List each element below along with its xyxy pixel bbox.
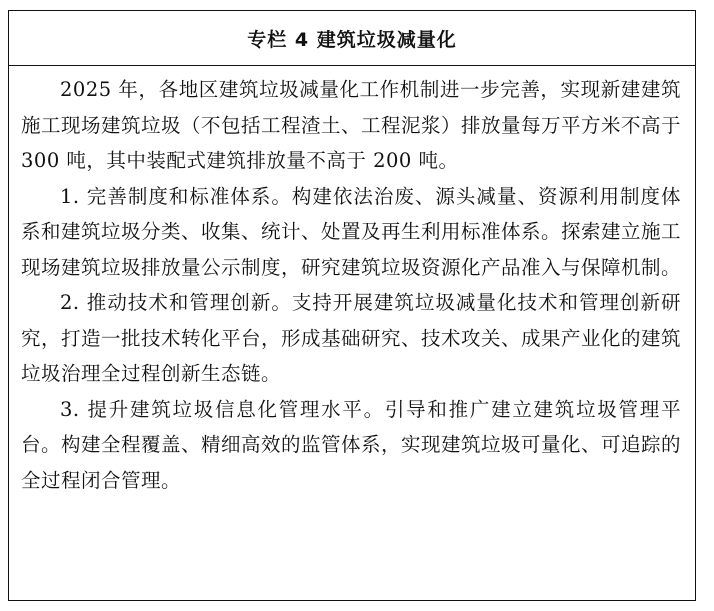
column-box [8,10,696,601]
box-title: 专栏 4 建筑垃圾减量化 [9,11,695,66]
paragraph-goal: 2025 年，各地区建筑垃圾减量化工作机制进一步完善，实现新建建筑施工现场建筑垃圾（不包括工程渣土、工程泥浆）排放量每万平方米不高于 300 吨，其中装配式建筑排放量不高于 200 吨。 [21,78,682,172]
paragraph-item-2: 2. 推动技术和管理创新。支持开展建筑垃圾减量化技术和管理创新研究，打造一批技术转化平台，形成基础研究、技术攻关、成果产业化的建筑垃圾治理全过程创新生态链。 [21,291,682,385]
box-content [9,66,695,498]
paragraph-item-3: 3. 提升建筑垃圾信息化管理水平。引导和推广建立建筑垃圾管理平台。构建全程覆盖、精细高效的监管体系，实现建筑垃圾可量化、可追踪的全过程闭合管理。 [21,397,682,492]
paragraph-item-1: 1. 完善制度和标准体系。构建依法治废、源头减量、资源利用制度体系和建筑垃圾分类、收集、统计、处置及再生利用标准体系。探索建立施工现场建筑垃圾排放量公示制度，研究建筑垃圾资源化产品准入与保障机制。 [21,184,682,279]
